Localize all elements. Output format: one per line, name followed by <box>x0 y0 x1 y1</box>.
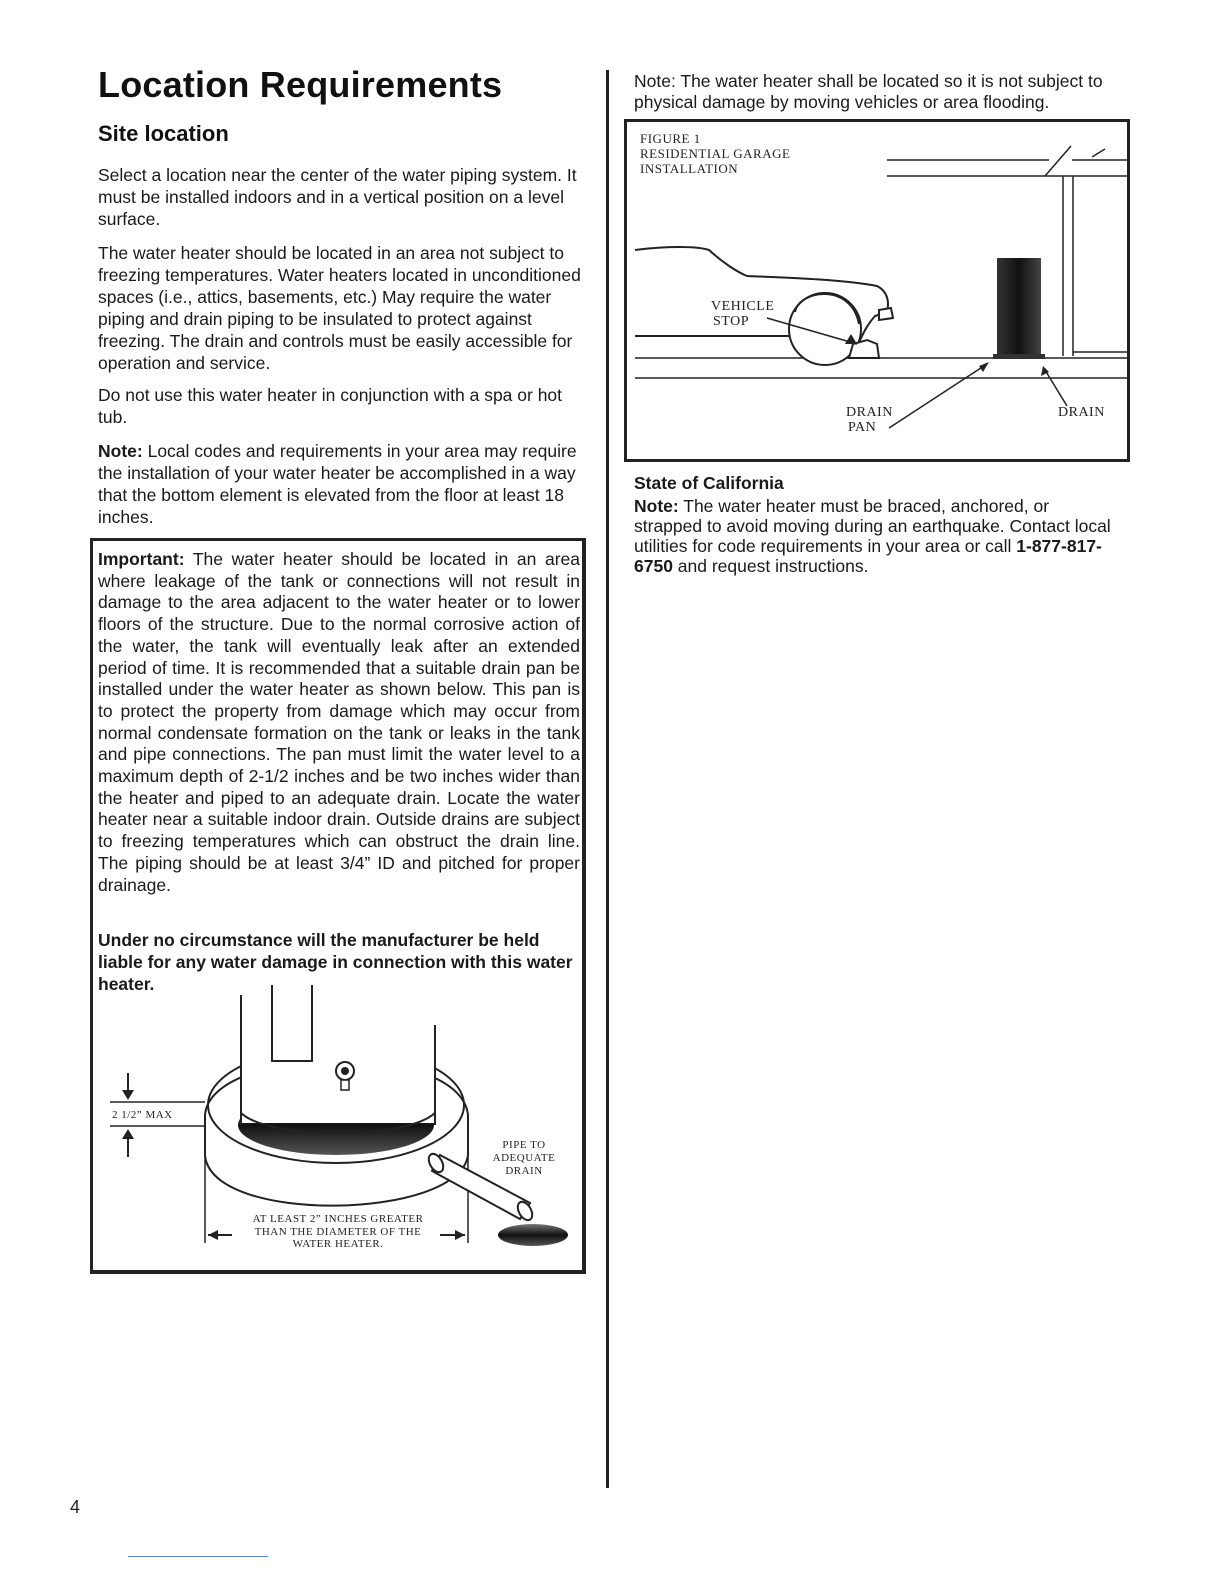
floor-drain-icon <box>498 1224 568 1246</box>
page-number: 4 <box>70 1497 81 1517</box>
paragraph-freezing: The water heater should be located in an area not subject to freezing temperatures. Water heaters located in unconditioned spaces (i.e., attics, basements, etc.) May require the water piping and drain piping to be insulated to protect against freezing. The drain and controls must be easily accessible for operation and service. <box>98 243 581 373</box>
important-body: The water heater should be located in an area where leakage of the tank or connections will not result in damage to the area adjacent to the water heater or to lower floors of the structure. Due to the normal corrosive action of the water, the tank will eventually leak after an extended period of time. It is recommended that a suitable drain pan be installed under the water heater as shown below. This pan is to protect the property from damage which may occur from normal condensate formation on the tank or leaks in the tank and pipe connections. The pan must limit the water level to a maximum depth of 2-1/2 inches and be two inches wider than the heater and piped to an adequate drain. Locate the water heater near a suitable indoor drain. Outside drains are subject to freezing temperatures which can obstruct the drain line. The piping should be at least 3/4” ID and pitched for proper drainage. <box>98 549 580 895</box>
page-title: Location Requirements <box>98 64 503 105</box>
important-label: Important: <box>98 549 185 569</box>
paragraph-local-codes <box>98 440 584 528</box>
tank-label-plate <box>272 985 312 1061</box>
california-note <box>634 496 1114 576</box>
paragraph-site-selection: Select a location near the center of the water piping system. It must be installed indoors and in a vertical position on a level surface. <box>98 165 577 229</box>
note-label: Note: <box>98 441 143 461</box>
water-heater-icon <box>997 258 1041 358</box>
california-phone: 1-877-817-6750 <box>634 536 1102 576</box>
column-divider <box>606 70 609 1488</box>
ceiling-break-mark <box>1045 146 1071 176</box>
figure-1-caption: FIGURE 1 RESIDENTIAL GARAGE INSTALLATION <box>640 131 791 176</box>
drain-pan-icon <box>993 354 1045 359</box>
california-note-label: Note: <box>634 496 679 516</box>
vehicle-stop-label: VEHICLE STOP <box>711 299 775 329</box>
depth-label: 2 1/2” MAX <box>112 1109 173 1121</box>
pipe-label: PIPE TO ADEQUATE DRAIN <box>492 1139 556 1177</box>
california-note-text: The water heater must be braced, anchored, or strapped to avoid moving during an earthquake. Contact local utilities for code requirements in your area or call <box>634 496 1111 556</box>
note-text: Local codes and requirements in your area may require the installation of your water heater be accomplished in a way that the bottom element is elevated from the floor at least 18 inches. <box>98 441 577 527</box>
drain-pan-label: DRAIN PAN <box>846 405 893 435</box>
important-text <box>98 549 580 896</box>
paragraph-spa: Do not use this water heater in conjunction with a spa or hot tub. <box>98 385 563 427</box>
footer-rule <box>128 1556 268 1557</box>
section-heading-site-location: Site location <box>98 121 229 146</box>
pan-width-label: AT LEAST 2” INCHES GREATER THAN THE DIAMETER OF THE WATER HEATER. <box>252 1213 424 1250</box>
liability-disclaimer: Under no circumstance will the manufacturer be held liable for any water damage in connection with this water heater. <box>98 930 573 994</box>
drain-label: DRAIN <box>1058 405 1105 420</box>
vehicle-damage-note: Note: The water heater shall be located so it is not subject to physical damage by moving vehicles or area flooding. <box>634 71 1103 112</box>
california-note-end: and request instructions. <box>672 556 869 576</box>
california-heading: State of California <box>634 473 784 493</box>
